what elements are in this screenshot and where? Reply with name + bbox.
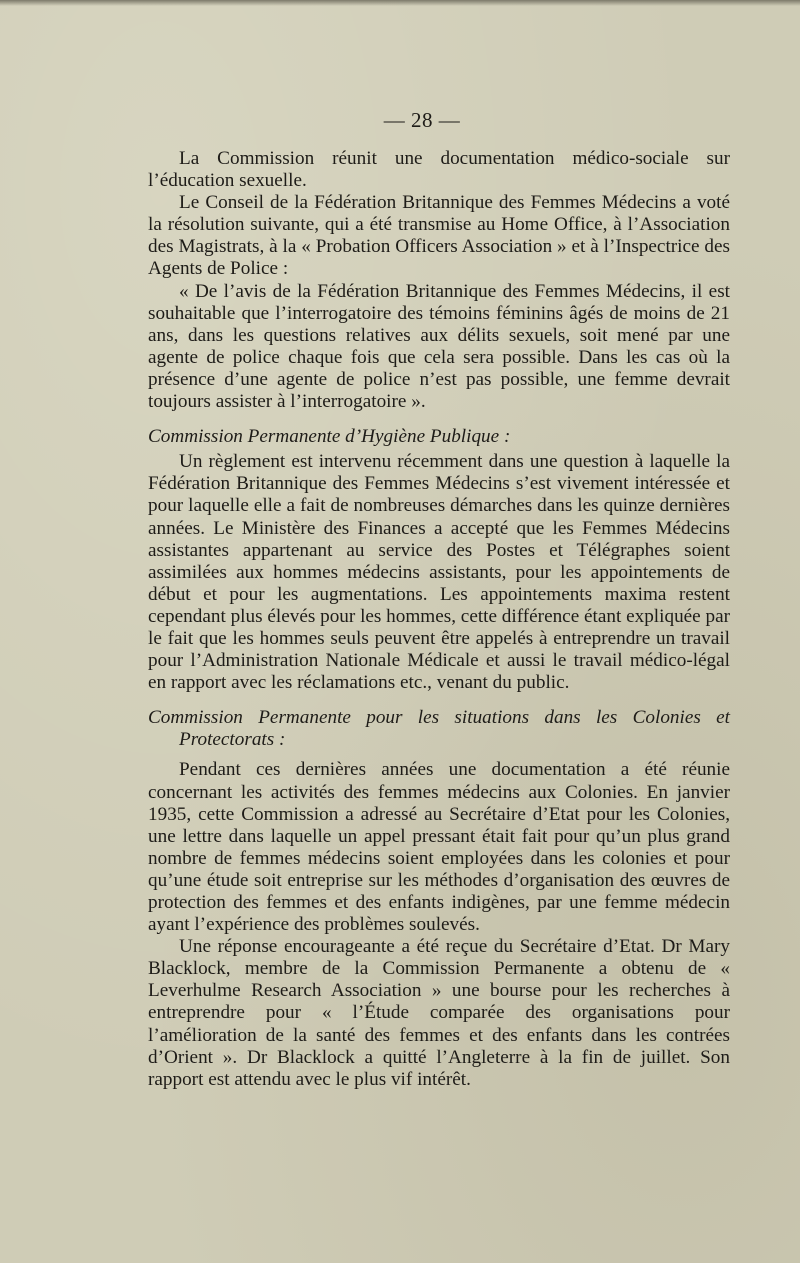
page-top-edge <box>0 0 800 6</box>
paragraph-quote: « De l’avis de la Fédération Britannique des Femmes Médecins, il est souhaitable que l’interrogatoire des témoins féminins âgés de moins de 21 ans, dans les questions relatives aux délits sexuels, soit mené par une agente de police chaque fois que cela sera possible. Dans les cas où la présence d’une agente de police n’est pas possible, une femme devrait toujours assister à l’interrogatoire ». <box>148 280 730 413</box>
page-number: — 28 — <box>383 108 461 132</box>
section-heading-hygiene: Commission Permanente d’Hygiène Publique : <box>148 426 511 448</box>
paragraph-reponse: Une réponse encourageante a été reçue du Secrétaire d’Etat. Dr Mary Blacklock, membre de la Commission Permanente a obtenu de « Leverhulme Research Association » une bourse pour les recherches à entreprendre pour « l’Étude comparée des organisations pour l’amélioration de la santé des femmes et des enfants dans les contrées d’Orient ». Dr Blacklock a quitté l’Angleterre à la fin de juillet. Son rapport est attendu avec le plus vif intérêt. <box>148 936 730 1090</box>
paragraph-resolution: Le Conseil de la Fédération Britannique des Femmes Médecins a voté la résolution suivante, qui a été transmise au Home Office, à l’Association des Magistrats, à la « Probation Officers Association » et à l’Inspectrice des Agents de Police : <box>148 192 730 280</box>
paragraph-documentation: Pendant ces dernières années une documentation a été réunie concernant les activités des femmes médecins aux Colonies. En janvier 1935, cette Commission a adressé au Secrétaire d’Etat pour les Colonies, une lettre dans laquelle un appel pressant était fait pour qu’un plus grand nombre de femmes médecins soient employées dans les colonies et pour qu’une étude soit entreprise sur les méthodes d’organisation des œuvres de protection des femmes et des enfants indigènes, par une femme médecin ayant l’expérience des problèmes soulevés. <box>148 759 730 936</box>
section-heading-colonies: Commission Permanente pour les situations dans les Colonies et Protectorats : <box>148 707 730 751</box>
paragraph-reglement: Un règlement est intervenu récemment dans une question à laquelle la Fédération Britannique des Femmes Médecins s’est vivement intéressée et pour laquelle elle a fait de nombreuses démarches dans les quinze dernières années. Le Ministère des Finances a accepté que les Femmes Médecins assistantes appartenant au service des Postes et Télégraphes soient assimilées aux hommes médecins assistants, pour les appointements de début et pour les augmentations. Les appointements maxima restent cependant plus élevés pour les hommes, cette différence étant expliquée par le fait que les hommes seuls peuvent être appelés à entreprendre un travail pour l’Administration Nationale Médicale et aussi le travail médico-légal en rapport avec les réclamations etc., venant du public. <box>148 451 730 694</box>
paragraph-intro: La Commission réunit une documentation médico-sociale sur l’éducation sexuelle. <box>148 148 730 192</box>
body-text <box>148 148 730 1091</box>
